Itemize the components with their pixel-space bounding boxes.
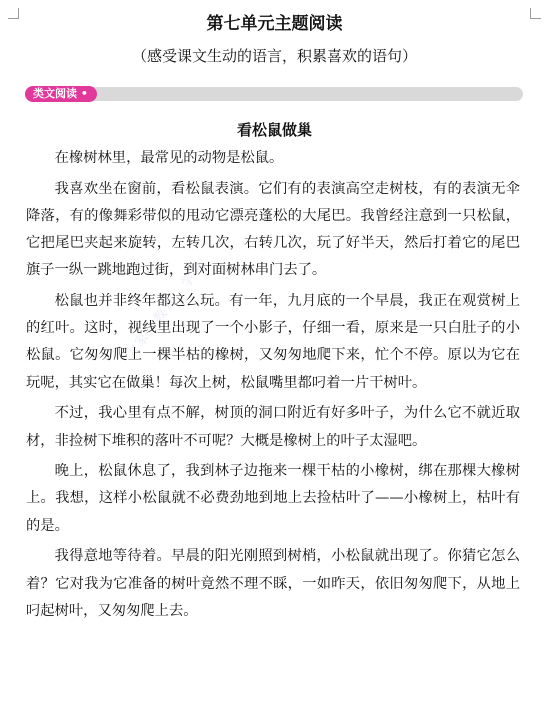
watermark: 大家，教育，学习: [123, 257, 209, 362]
paragraph: 我喜欢坐在窗前，看松鼠表演。它们有的表演高空走树枝，有的表演无伞降落，有的像舞彩带似的甩动它漂亮蓬松的大尾巴。我曾经注意到一只松鼠，它把尾巴夹起来旋转，左转几次，右转几次，玩了好半天，然后打着它的尾巴旗子一纵一跳地跑过街，到对面树林串门去了。: [26, 180, 520, 279]
section-tag: 类文阅读 •: [25, 86, 97, 102]
unit-title: 第七单元主题阅读: [206, 14, 343, 34]
paragraph: 松鼠也并非终年都这么玩。有一年，九月底的一个早晨，我正在观赏树上的红叶。这时，视线里出现了一个小影子，仔细一看，原来是一只白肚子的小松鼠。它匆匆爬上一棵半枯的橡树，又匆匆地爬下来，忙个不停。原以为它在玩呢，其实它在做巢！每次上树，松鼠嘴里都叼着一片干树叶。: [26, 293, 520, 391]
paragraph: 在橡树林里，最常见的动物是松鼠。: [54, 150, 284, 166]
passage-title: 看松鼠做巢: [236, 121, 312, 139]
paragraph: 我得意地等待着。早晨的阳光刚照到树梢，小松鼠就出现了。你猜它怎么着？它对我为它准备的树叶竟然不理不睬，一如昨天，依旧匆匆爬下，从地上叼起树叶，又匆匆爬上去。: [26, 548, 520, 619]
paragraph: 不过，我心里有点不解，树顶的洞口附近有好多叶子，为什么它不就近取材，非捡树下堆积的落叶不可呢？大概是橡树上的叶子太湿吧。: [26, 405, 520, 449]
section-divider-bar: [25, 87, 523, 101]
unit-subtitle: （感受课文生动的语言，积累喜欢的语句）: [131, 47, 417, 65]
paragraph: 晚上，松鼠休息了，我到林子边拖来一棵干枯的小橡树，绑在那棵大橡树上。我想，这样小松鼠就不必费劲地到地上去捡枯叶了——小橡树上，枯叶有的是。: [26, 463, 520, 534]
passage-body: [26, 145, 520, 628]
